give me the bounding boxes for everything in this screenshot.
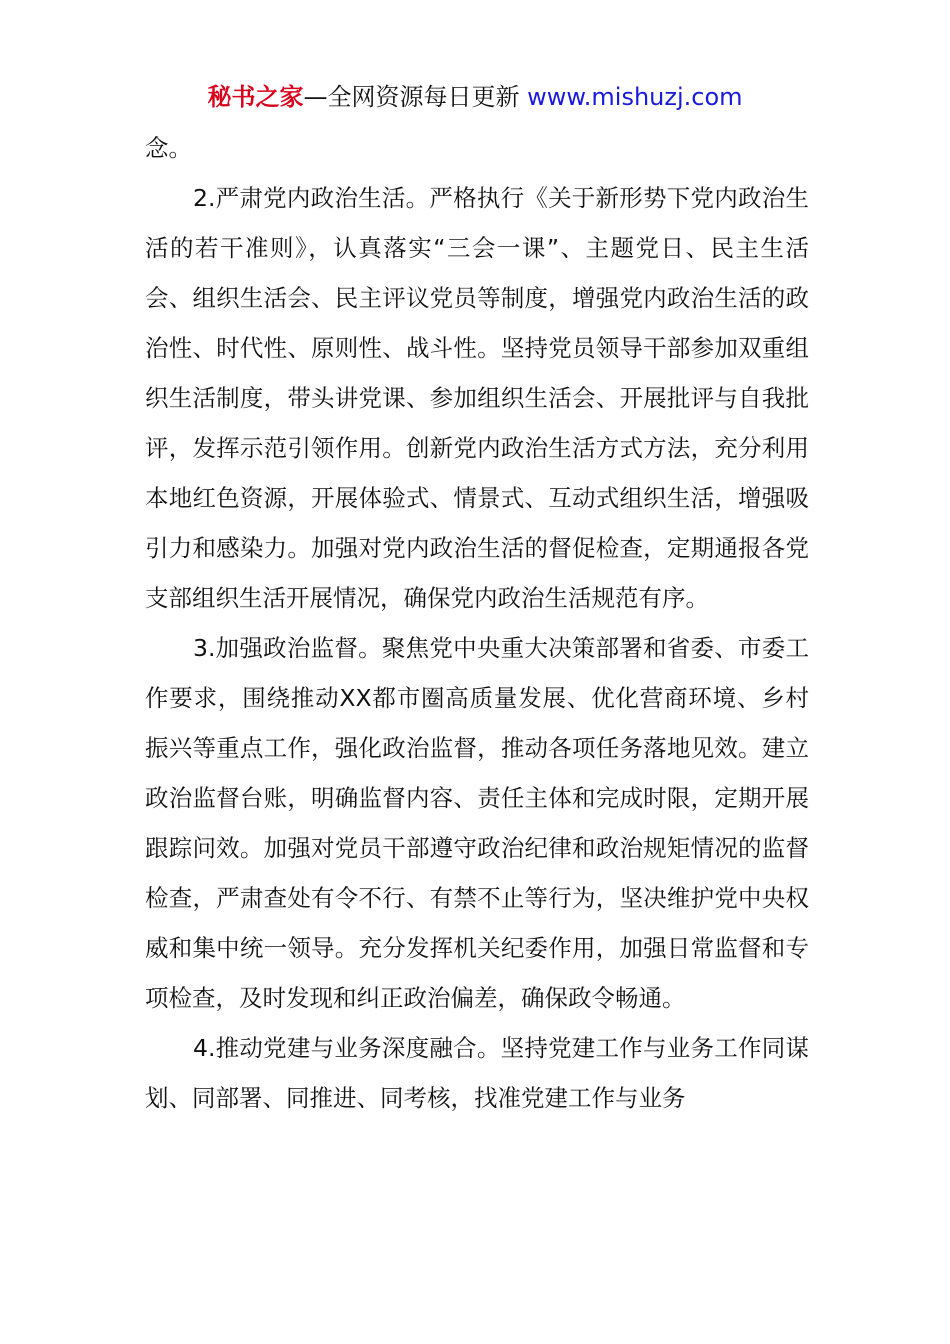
site-tagline: —全网资源每日更新 — [303, 83, 520, 111]
site-brand: 秘书之家 — [207, 83, 304, 111]
paragraph-continuation: 念。 — [145, 134, 192, 162]
site-url-link[interactable]: www.mishuzj.com — [527, 83, 743, 111]
document-body — [145, 123, 809, 1123]
paragraph-party-business-integration: 4.推动党建与业务深度融合。坚持党建工作与业务工作同谋划、同部署、同推进、同考核，找准党建工作与业务 — [145, 1034, 809, 1112]
paragraph-political-supervision: 3.加强政治监督。聚焦党中央重大决策部署和省委、市委工作要求，围绕推动XX都市圈高质量发展、优化营商环境、乡村振兴等重点工作，强化政治监督，推动各项任务落地见效。建立政治监督台账，明确监督内容、责任主体和完成时限，定期开展跟踪问效。加强对党员干部遵守政治纪律和政治规矩情况的监督检查，严肃查处有令不行、有禁不止等行为，坚决维护党中央权威和集中统一领导。充分发挥机关纪委作用，加强日常监督和专项检查，及时发现和纠正政治偏差，确保政令畅通。 — [145, 634, 809, 1012]
site-header — [0, 80, 950, 114]
paragraph-political-life: 2.严肃党内政治生活。严格执行《关于新形势下党内政治生活的若干准则》，认真落实“三会一课”、主题党日、民主生活会、组织生活会、民主评议党员等制度，增强党内政治生活的政治性、时代性、原则性、战斗性。坚持党员领导干部参加双重组织生活制度，带头讲党课、参加组织生活会、开展批评与自我批评，发挥示范引领作用。创新党内政治生活方式方法，充分利用本地红色资源，开展体验式、情景式、互动式组织生活，增强吸引力和感染力。加强对党内政治生活的督促检查，定期通报各党支部组织生活开展情况，确保党内政治生活规范有序。 — [145, 184, 809, 612]
